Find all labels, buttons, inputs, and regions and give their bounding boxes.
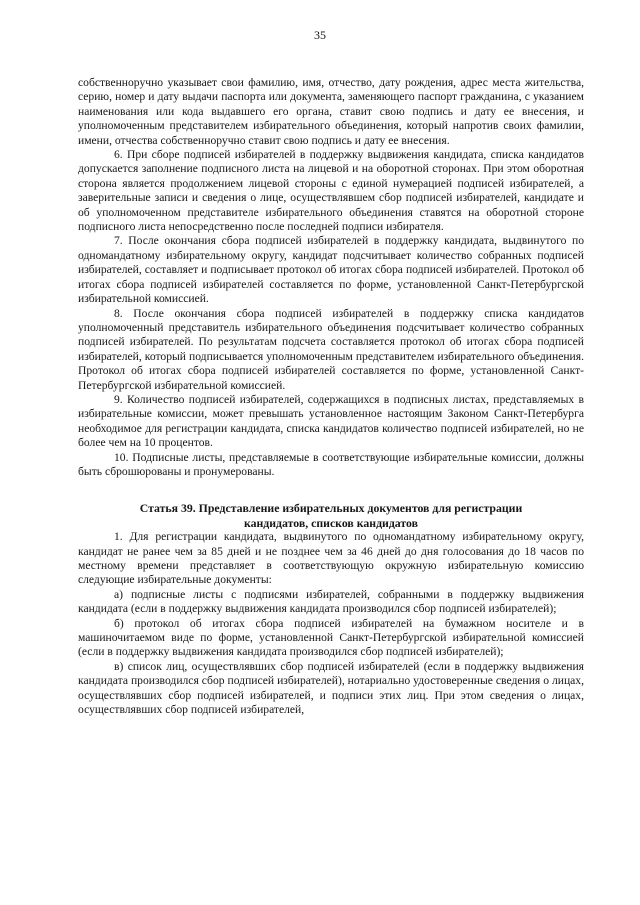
- paragraph: 9. Количество подписей избирателей, содержащихся в подписных листах, представляемых в избирательные комиссии, может превышать установленное настоящим Законом Санкт-Петербурга необходимое для регистрации кандидата, списка кандидатов количество подписей избирателей, но не более чем на 10 процентов.: [78, 392, 584, 450]
- article-heading: [78, 501, 584, 530]
- article-heading-line: Статья 39. Представление избирательных документов для регистрации: [139, 501, 523, 516]
- paragraph: б) протокол об итогах сбора подписей избирателей на бумажном носителе и в машиночитаемом виде по форме, установленной Санкт-Петербургской избирательной комиссией (если в поддержку выдвижения кандидата производился сбор подписей избирателей);: [78, 616, 584, 659]
- paragraph: 1. Для регистрации кандидата, выдвинутого по одномандатному избирательному округу, кандидат не ранее чем за 85 дней и не позднее чем за 46 дней до дня голосования до 18 часов по местному времени представляет в соответствующую окружную избирательную комиссию следующие избирательные документы:: [78, 530, 584, 587]
- page-number: 35: [314, 28, 326, 42]
- paragraph: 6. При сборе подписей избирателей в поддержку выдвижения кандидата, списка кандидатов допускается заполнение подписного листа на лицевой и на оборотной сторонах. При этом оборотная сторона является продолжением лицевой стороны с единой нумерацией подписей избирателей, а заверительные записи и сведения о лице, осуществлявшем сбор подписей избирателей, кандидате и об уполномоченном представителе избирательного объединения ставятся на оборотной стороне подписного листа непосредственно после последней подписи избирателя.: [78, 148, 584, 234]
- paragraph: собственноручно указывает свои фамилию, имя, отчество, дату рождения, адрес места жительства, серию, номер и дату выдачи паспорта или документа, заменяющего паспорт гражданина, с указанием наименования или кода выдавшего его органа, ставит свою подпись и дату ее внесения, и уполномоченным представителем избирательного объединения, который напротив своих фамилии, имени, отчества собственноручно ставит свою подпись и дату ее внесения.: [78, 76, 584, 147]
- document-body: [78, 76, 584, 717]
- paragraph: 8. После окончания сбора подписей избирателей в поддержку списка кандидатов уполномоченный представитель избирательного объединения подсчитывает количество собранных подписей избирателей. По результатам подсчета составляется протокол об итогах сбора подписей избирателей, который подписывается уполномоченным представителем избирательного объединения. Протокол об итогах сбора подписей избирателей составляется по форме, установленной Санкт-Петербургской избирательной комиссией.: [78, 306, 584, 392]
- article-heading-line: кандидатов, списков кандидатов: [243, 515, 419, 530]
- paragraph: 10. Подписные листы, представляемые в соответствующие избирательные комиссии, должны быть сброшюрованы и пронумерованы.: [78, 450, 584, 478]
- paragraph: 7. После окончания сбора подписей избирателей в поддержку кандидата, выдвинутого по одномандатному избирательному округу, кандидат подсчитывает количество собранных подписей избирателей, составляет и подписывает протокол об итогах сбора подписей избирателей. Протокол об итогах сбора подписей избирателей составляется по форме, установленной Санкт-Петербургской избирательной комиссией.: [78, 234, 584, 306]
- paragraph: а) подписные листы с подписями избирателей, собранными в поддержку выдвижения кандидата (если в поддержку выдвижения кандидата производился сбор подписей избирателей);: [78, 587, 584, 616]
- paragraph: в) список лиц, осуществлявших сбор подписей избирателей (если в поддержку выдвижения кандидата производился сбор подписей избирателей), нотариально удостоверенные сведения о лицах, осуществлявших сбор подписей избирателей, и подписи этих лиц. При этом сведения о лицах, осуществлявших сбор подписей избирателей,: [78, 659, 584, 717]
